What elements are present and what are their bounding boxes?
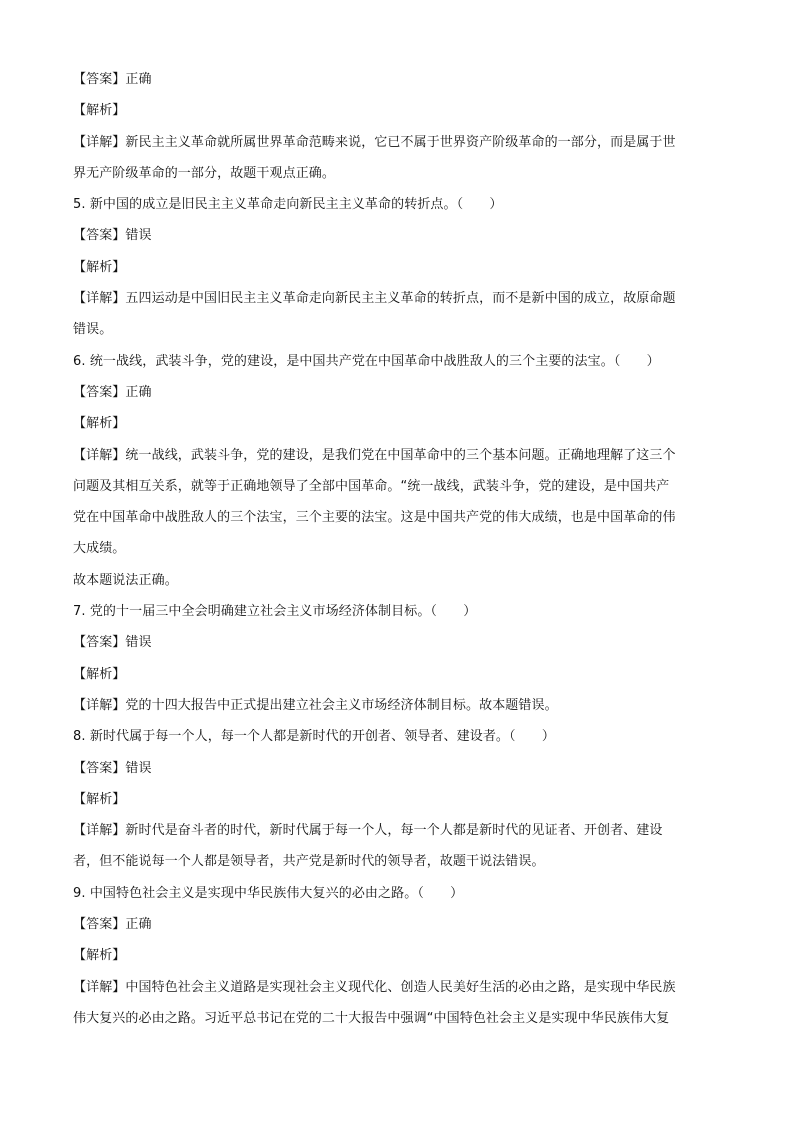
question-8: 8. 新时代属于每一个人，每一个人都是新时代的开创者、领导者、建设者。（ ） (73, 729, 555, 745)
question-7: 7. 党的十一届三中全会明确建立社会主义市场经济体制目标。（ ） (73, 604, 477, 620)
question-5: 5. 新中国的成立是旧民主主义革命走向新民主主义革命的转折点。（ ） (73, 197, 503, 213)
question-6: 6. 统一战线，武装斗争，党的建设，是中国共产党在中国革命中战胜敌人的三个主要的法宝。（ ） (73, 353, 660, 369)
explanation-line: 错误。 (73, 322, 113, 338)
explanation-line: 【详解】统一战线，武装斗争，党的建设，是我们党在中国革命中的三个基本问题。正确地理解了这三个 (73, 447, 676, 463)
explanation-line: 党在中国革命中战胜敌人的三个法宝，三个主要的法宝。这是中国共产党的伟大成绩，也是中国革命的伟 (73, 510, 676, 526)
answer-label: 【答案】错误 (73, 635, 152, 651)
analysis-label: 【解析】 (73, 666, 126, 682)
document-body (73, 64, 723, 1034)
conclusion-line: 故本题说法正确。 (73, 572, 178, 588)
explanation-line: 问题及其相互关系，就等于正确地领导了全部中国革命。“统一战线，武装斗争，党的建设，是中国共产 (73, 478, 670, 494)
question-9: 9. 中国特色社会主义是实现中华民族伟大复兴的必由之路。（ ） (73, 885, 464, 901)
analysis-label: 【解析】 (73, 791, 126, 807)
analysis-label: 【解析】 (73, 948, 126, 964)
answer-label: 【答案】正确 (73, 917, 152, 933)
analysis-label: 【解析】 (73, 259, 126, 275)
explanation-line: 【详解】党的十四大报告中正式提出建立社会主义市场经济体制目标。故本题错误。 (73, 697, 558, 713)
answer-label: 【答案】错误 (73, 760, 152, 776)
explanation-line: 大成绩。 (73, 541, 126, 557)
explanation-line: 者，但不能说每一个人都是领导者，共产党是新时代的领导者，故题干说法错误。 (73, 854, 545, 870)
explanation-line: 【详解】新民主主义革命就所属世界革命范畴来说，它已不属于世界资产阶级革命的一部分，而是属于世 (73, 134, 676, 150)
explanation-line: 【详解】中国特色社会主义道路是实现社会主义现代化、创造人民美好生活的必由之路，是实现中华民族 (73, 979, 676, 995)
explanation-line: 【详解】五四运动是中国旧民主主义革命走向新民主主义革命的转折点，而不是新中国的成立，故原命题 (73, 291, 676, 307)
explanation-line: 界无产阶级革命的一部分，故题干观点正确。 (73, 165, 336, 181)
answer-label: 【答案】正确 (73, 384, 152, 400)
explanation-line: 【详解】新时代是奋斗者的时代，新时代属于每一个人，每一个人都是新时代的见证者、开创者、建设 (73, 823, 663, 839)
answer-label: 【答案】正确 (73, 72, 152, 87)
analysis-label: 【解析】 (73, 103, 126, 119)
answer-label: 【答案】错误 (73, 228, 152, 244)
analysis-label: 【解析】 (73, 416, 126, 432)
explanation-line: 伟大复兴的必由之路。习近平总书记在党的二十大报告中强调“中国特色社会主义是实现中华民族伟大复 (73, 1010, 670, 1026)
